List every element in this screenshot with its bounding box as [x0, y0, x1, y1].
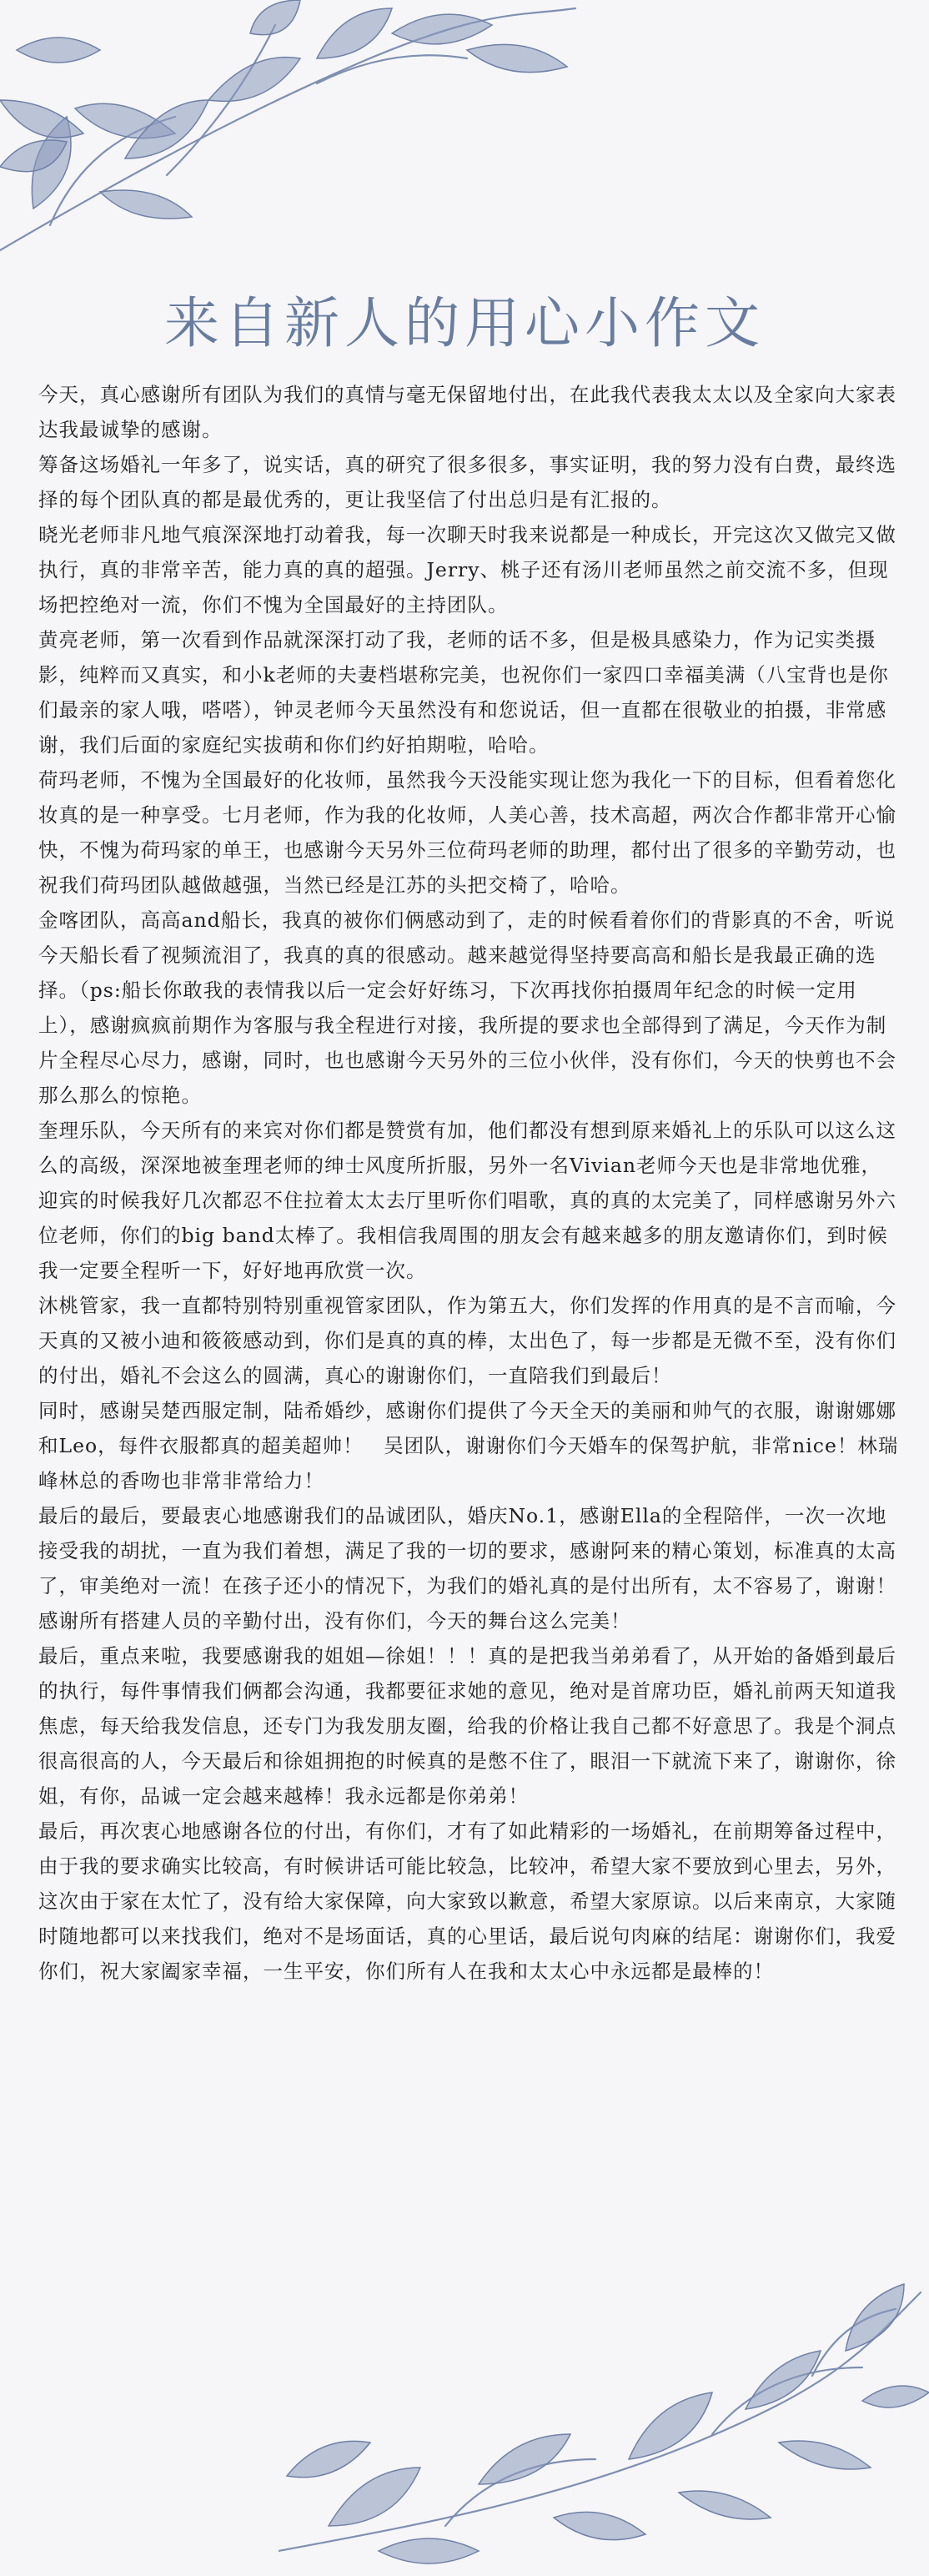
leaf-branch-icon	[0, 0, 584, 267]
paragraph-10: 最后的最后，要最衷心地感谢我们的品诚团队，婚庆No.1，感谢Ella的全程陪伴，一次一次地接受我的胡扰，一直为我们着想，满足了我的一切的要求，感谢阿来的精心策划，标准真的太高了，审美绝对一流！在孩子还小的情况下，为我们的婚礼真的是付出所有，太不容易了，谢谢！感谢所有搭建人员的辛勤付出，没有你们，今天的舞台这么完美！	[38, 1504, 896, 1633]
paragraph-8: 沐桃管家，我一直都特别特别重视管家团队，作为第五大，你们发挥的作用真的是不言而喻，今天真的又被小迪和筱筱感动到，你们是真的真的棒，太出色了，每一步都是无微不至，没有你们的付出，婚礼不会这么的圆满，真心的谢谢你们，一直陪我们到最后！	[38, 1294, 896, 1387]
paragraph-3: 晓光老师非凡地气痕深深地打动着我，每一次聊天时我来说都是一种成长，开完这次又做完又做执行，真的非常辛苦，能力真的真的超强。Jerry、桃子还有汤川老师虽然之前交流不多，但现场把控绝对一流，你们不愧为全国最好的主持团队。	[38, 523, 896, 616]
paragraph-2: 筹备这场婚礼一年多了，说实话，真的研究了很多很多，事实证明，我的努力没有白费，最终选择的每个团队真的都是最优秀的，更让我坚信了付出总归是有汇报的。	[38, 453, 896, 511]
paragraph-12: 最后，再次衷心地感谢各位的付出，有你们，才有了如此精彩的一场婚礼，在前期筹备过程中，由于我的要求确实比较高，有时候讲话可能比较急，比较冲，希望大家不要放到心里去，另外，这次由于家在太忙了，没有给大家保障，向大家致以歉意，希望大家原谅。以后来南京，大家随时随地都可以来找我们，绝对不是场面话，真的心里话，最后说句肉麻的结尾：谢谢你们，我爱你们，祝大家阖家幸福，一生平安，你们所有人在我和太太心中永远都是最棒的！	[38, 1819, 896, 1983]
paragraph-4: 黄亮老师，第一次看到作品就深深打动了我，老师的话不多，但是极具感染力，作为记实类摄影，纯粹而又真实，和小k老师的夫妻档堪称完美，也祝你们一家四口幸福美满（八宝背也是你们最亲的家人哦，嗒嗒），钟灵老师今天虽然没有和您说话，但一直都在很敬业的拍摄，非常感谢，我们后面的家庭纪实拔萌和你们约好拍期啦，哈哈。	[38, 628, 889, 757]
page-title: 来自新人的用心小作文	[164, 291, 765, 356]
thank-you-letter	[38, 377, 901, 1989]
paragraph-9: 同时，感谢吴楚西服定制，陆希婚纱，感谢你们提供了今天全天的美丽和帅气的衣服，谢谢娜娜和Leo，每件衣服都真的超美超帅！ 吴团队，谢谢你们今天婚车的保驾护航，非常nice！林瑞峰林总的香吻也非常非常给力！	[38, 1399, 899, 1492]
paragraph-1: 今天，真心感谢所有团队为我们的真情与毫无保留地付出，在此我代表我太太以及全家向大家表达我最诚挚的感谢。	[38, 383, 896, 441]
paragraph-11: 最后，重点来啦，我要感谢我的姐姐—徐姐！！！真的是把我当弟弟看了，从开始的备婚到最后的执行，每件事情我们俩都会沟通，我都要征求她的意见，绝对是首席功臣，婚礼前两天知道我焦虑，每天给我发信息，还专门为我发朋友圈，给我的价格让我自己都不好意思了。我是个洞点很高很高的人，今天最后和徐姐拥抱的时候真的是憋不住了，眼泪一下就流下来了，谢谢你，徐姐，有你，品诚一定会越来越棒！我永远都是你弟弟！	[38, 1644, 896, 1808]
paragraph-6: 金喀团队，高高and船长，我真的被你们俩感动到了，走的时候看着你们的背影真的不舍，听说今天船长看了视频流泪了，我真的真的很感动。越来越觉得坚持要高高和船长是我最正确的选择。（ps:船长你敢我的表情我以后一定会好好练习，下次再找你拍摄周年纪念的时候一定用上），感谢疯疯前期作为客服与我全程进行对接，我所提的要求也全部得到了满足，今天作为制片全程尽心尽力，感谢，同时，也也感谢今天另外的三位小伙伴，没有你们，今天的快剪也不会那么那么的惊艳。	[38, 908, 896, 1107]
paragraph-7: 奎理乐队，今天所有的来宾对你们都是赞赏有加，他们都没有想到原来婚礼上的乐队可以这么这么的高级，深深地被奎理老师的绅士风度所折服，另外一名Vivian老师今天也是非常地优雅，迎宾的时候我好几次都忍不住拉着太太去厅里听你们唱歌，真的真的太完美了，同样感谢另外六位老师，你们的big band太棒了。我相信我周围的朋友会有越来越多的朋友邀请你们，到时候我一定要全程听一下，好好地再欣赏一次。	[38, 1119, 896, 1282]
leaf-branch-icon	[279, 2276, 929, 2576]
paragraph-5: 荷玛老师，不愧为全国最好的化妆师，虽然我今天没能实现让您为我化一下的目标，但看着您化妆真的是一种享受。七月老师，作为我的化妆师，人美心善，技术高超，两次合作都非常开心愉快，不愧为荷玛家的单王，也感谢今天另外三位荷玛老师的助理，都付出了很多的辛勤劳动，也祝我们荷玛团队越做越强，当然已经是江苏的头把交椅了，哈哈。	[38, 768, 896, 897]
